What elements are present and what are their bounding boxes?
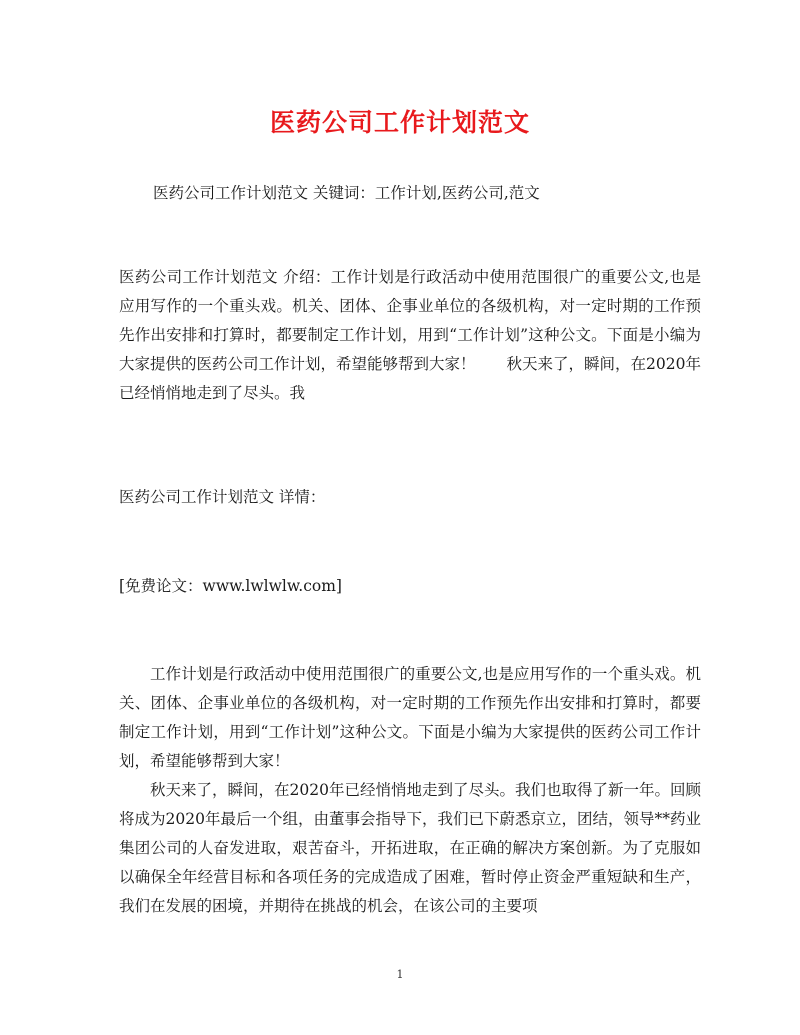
- body-paragraph: 秋天来了，瞬间，在2020年已经悄悄地走到了尽头。我们也取得了新一年。回顾将成为2020年最后一个组，由董事会指导下，我们已下蔚悉京立，团结，领导**药业集团公司的人奋发进取，艰苦奋斗，开拓进取，在正确的解决方案创新。为了克服如以确保全年经营目标和各项任务的完成造成了困难，暂时停止资金严重短缺和生产，我们在发展的困境，并期待在挑战的机会，在该公司的主要项: [119, 781, 701, 915]
- body-paragraph: 工作计划是行政活动中使用范围很广的重要公文,也是应用写作的一个重头戏。机关、团体、企事业单位的各级机构，对一定时期的工作预先作出安排和打算时，都要制定工作计划，用到“工作计划”这种公文。下面是小编为大家提供的医药公司工作计划，希望能够帮到大家！: [119, 665, 701, 770]
- document-title: 医药公司工作计划范文: [269, 108, 530, 137]
- keywords-line: 医药公司工作计划范文 关键词：工作计划,医药公司,范文: [153, 184, 540, 202]
- intro-paragraph: 医药公司工作计划范文 介绍：工作计划是行政活动中使用范围很广的重要公文,也是应用写作的一个重头戏。机关、团体、企事业单位的各级机构，对一定时期的工作预先作出安排和打算时，都要制定工作计划，用到“工作计划”这种公文。下面是小编为大家提供的医药公司工作计划，希望能够帮到大家！ 秋天来了，瞬间，在2020年已经悄悄地走到了尽头。我: [119, 268, 701, 402]
- free-paper-link-text: [免费论文：www.lwlwlw.com]: [119, 577, 342, 595]
- page-number: 1: [396, 968, 404, 981]
- body-text: [119, 660, 701, 921]
- details-label: 医药公司工作计划范文 详情：: [119, 488, 326, 506]
